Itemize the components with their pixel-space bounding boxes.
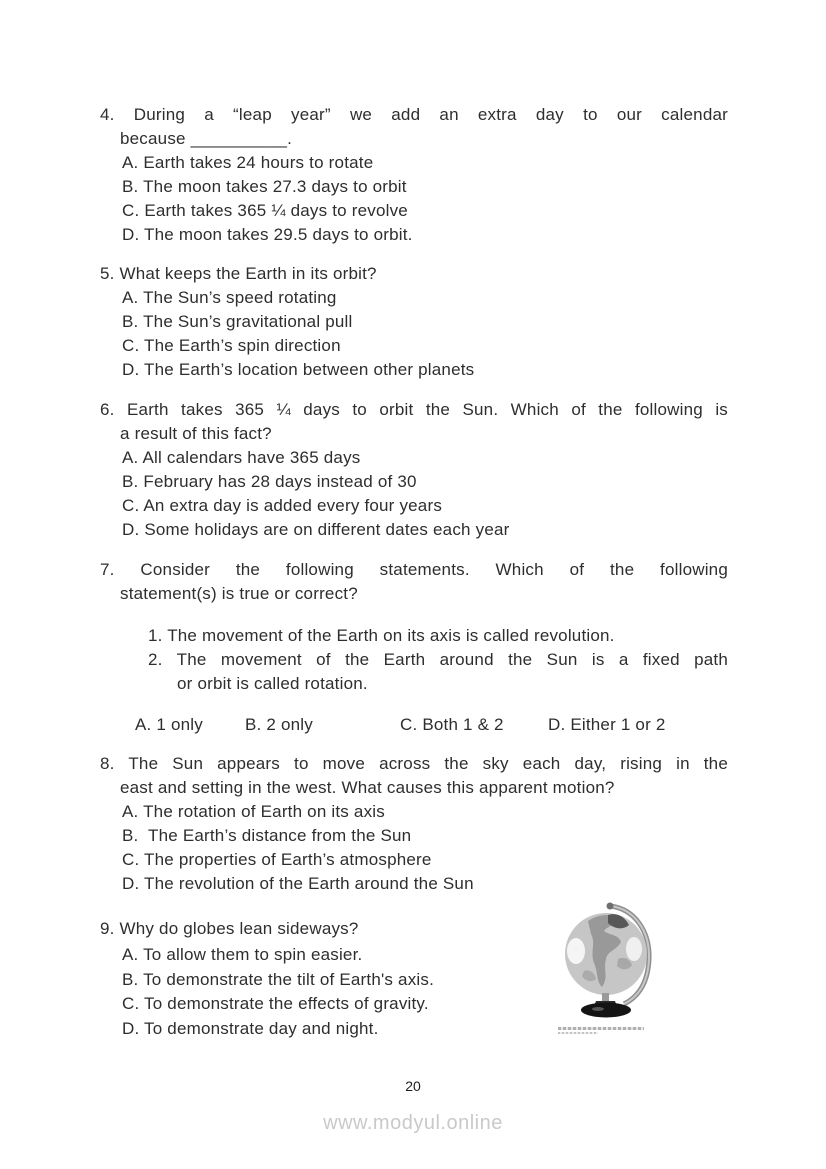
option-b: B. 2 only	[245, 715, 313, 734]
question-7-number: 7.	[100, 560, 115, 579]
option-d: D. The moon takes 29.5 days to orbit.	[122, 225, 413, 244]
question-4-text: During a “leap year” we add an extra day to our calendar	[133, 105, 728, 124]
question-6-text: Earth takes 365 ¼ days to orbit the Sun. Which of the following is	[127, 400, 728, 419]
option-a: A. To allow them to spin easier.	[122, 945, 363, 964]
question-9-options	[100, 943, 550, 1042]
option-a: A. The Sun’s speed rotating	[122, 288, 337, 307]
question-6-prompt-line-2: a result of this fact?	[120, 424, 272, 443]
question-5-options	[100, 286, 728, 382]
globe-illustration	[558, 901, 658, 1034]
option-c: C. The Earth’s spin direction	[122, 336, 341, 355]
question-6-number: 6.	[100, 400, 115, 419]
option-c: C. Both 1 & 2	[400, 715, 504, 734]
option-b: B. To demonstrate the tilt of Earth's axis.	[122, 969, 435, 989]
question-6-prompt-line-1	[100, 398, 728, 422]
option-d: D. Some holidays are on different dates each year	[122, 520, 510, 539]
question-7	[100, 558, 728, 737]
option-a: A. All calendars have 365 days	[122, 448, 361, 467]
question-4-options	[100, 151, 728, 247]
option-d: D. To demonstrate day and night.	[122, 1019, 379, 1039]
question-7-text: Consider the following statements. Which of the following	[140, 560, 728, 579]
statement-2-line-2: or orbit is called rotation.	[177, 674, 368, 693]
option-b: B. The moon takes 27.3 days to orbit	[122, 177, 407, 196]
question-4-prompt-line-2: because __________.	[120, 129, 293, 148]
option-a: A. 1 only	[135, 715, 203, 734]
option-d: D. The revolution of the Earth around the Sun	[122, 874, 474, 893]
option-b: B. The Earth’s distance from the Sun	[122, 826, 412, 845]
question-6-options	[100, 446, 728, 542]
option-c: C. To demonstrate the effects of gravity.	[122, 994, 429, 1014]
option-d: D. The Earth’s location between other planets	[122, 360, 475, 379]
question-9-prompt-line-1	[100, 917, 550, 941]
option-c: C. An extra day is added every four years	[122, 496, 443, 515]
option-b: B. The Sun’s gravitational pull	[122, 312, 353, 331]
option-a: A. The rotation of Earth on its axis	[122, 802, 385, 821]
desk-globe-icon	[558, 901, 654, 1019]
question-8-text: The Sun appears to move across the sky each day, rising in the	[128, 754, 728, 773]
question-8	[100, 752, 728, 896]
question-9	[100, 917, 550, 1042]
question-5-number: 5.	[100, 264, 115, 283]
statement-2-line-1: 2. The movement of the Earth around the Sun is a fixed path	[148, 650, 728, 669]
question-7-prompt-line-1	[100, 558, 728, 582]
question-4-number: 4.	[100, 105, 115, 124]
question-5-text: What keeps the Earth in its orbit?	[119, 264, 377, 283]
question-4	[100, 103, 728, 247]
question-8-prompt-line-1	[100, 752, 728, 776]
question-5-prompt-line-1	[100, 262, 728, 286]
globe-caption-illegible	[558, 1027, 644, 1030]
option-c: C. The properties of Earth’s atmosphere	[122, 850, 432, 869]
question-9-text: Why do globes lean sideways?	[119, 919, 359, 938]
statement-1: 1. The movement of the Earth on its axis is called revolution.	[148, 626, 615, 645]
question-6	[100, 398, 728, 542]
option-c: C. Earth takes 365 ¼ days to revolve	[122, 201, 408, 220]
question-5	[100, 262, 728, 382]
option-a: A. Earth takes 24 hours to rotate	[122, 153, 374, 172]
question-7-options	[100, 713, 728, 737]
question-9-number: 9.	[100, 919, 115, 938]
question-8-number: 8.	[100, 754, 115, 773]
question-8-prompt-line-2: east and setting in the west. What causes this apparent motion?	[120, 778, 615, 797]
question-8-options	[100, 800, 728, 896]
page-number: 20	[405, 1078, 421, 1094]
globe-caption-illegible	[558, 1032, 598, 1034]
watermark: www.modyul.online	[323, 1112, 503, 1134]
question-7-statements	[100, 624, 728, 696]
option-b: B. February has 28 days instead of 30	[122, 472, 417, 491]
question-7-prompt-line-2: statement(s) is true or correct?	[120, 584, 358, 603]
option-d: D. Either 1 or 2	[548, 715, 666, 734]
question-4-prompt-line-1	[100, 103, 728, 127]
